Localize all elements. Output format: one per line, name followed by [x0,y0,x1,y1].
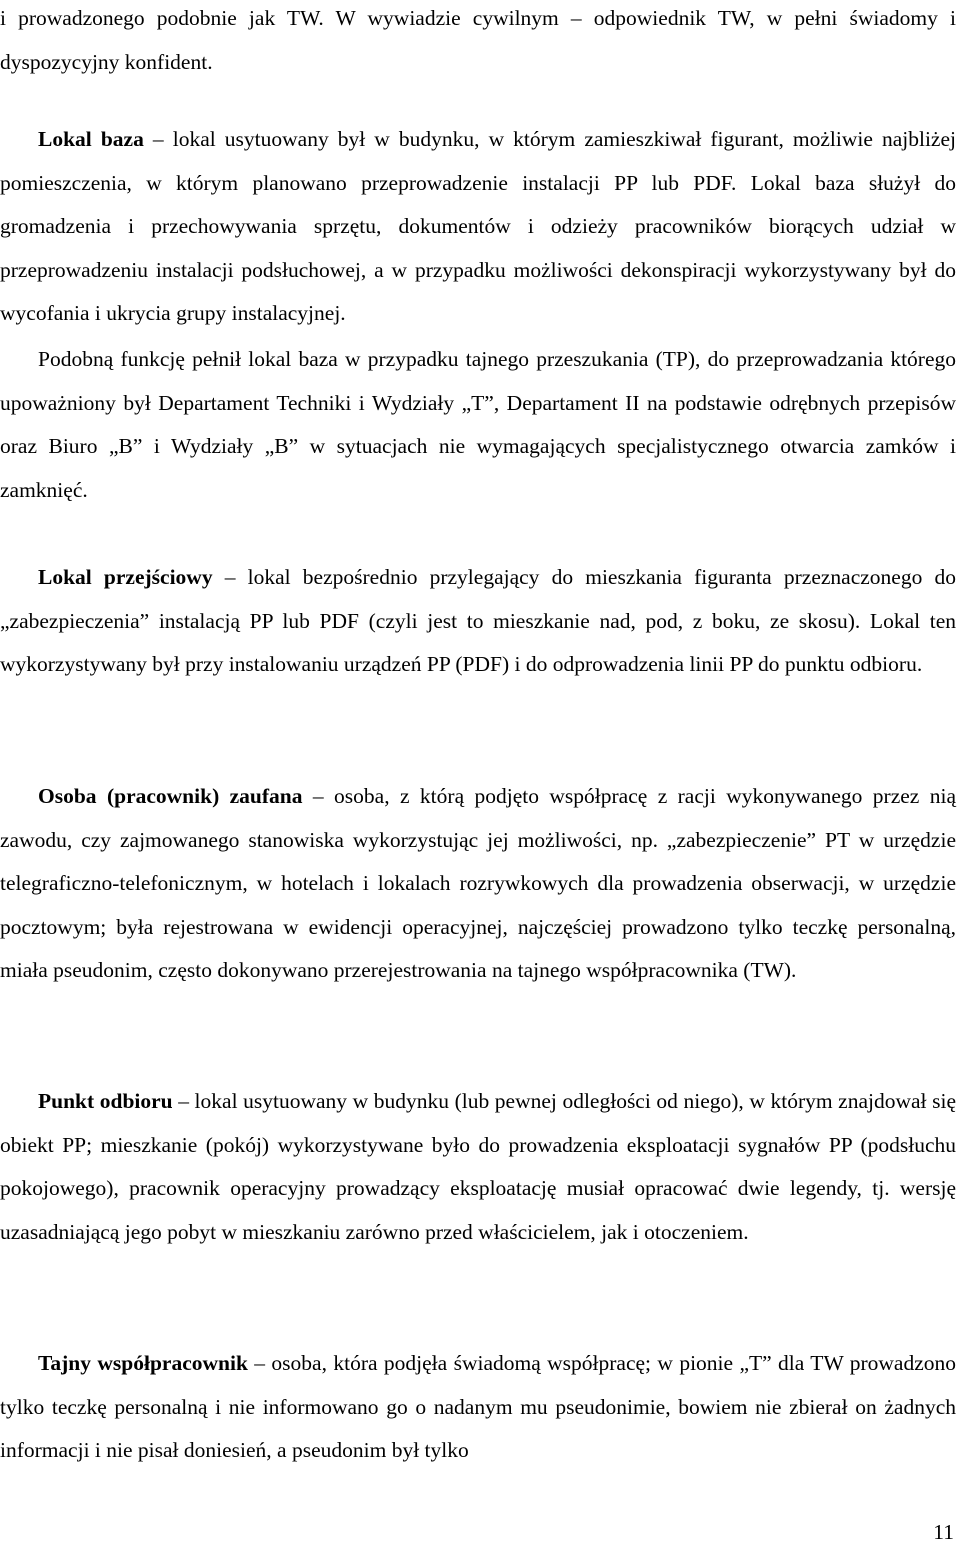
definition-lokal-baza-continuation [0,338,956,512]
intro-paragraph [0,0,956,84]
definition-body: – lokal usytuowany w budynku (lub pewnej odległości od niego), w którym znajdował się obiekt PP; mieszkanie (pokój) wykorzystywane było do prowadzenia eksploatacji sygnałów PP (podsłuchu pokojowego), pracownik operacyjny prowadzący eksploatację musiał opracować dwie legendy, tj. wersję uzasadniającą jego pobyt w mieszkaniu zarówno przed właścicielem, jak i otoczeniem. [0,1089,956,1244]
continuation-text: Podobną funkcję pełnił lokal baza w przypadku tajnego przeszukania (TP), do przeprowadzania którego upoważniony był Departament Techniki i Wydziały „T”, Departament II na podstawie odrębnych przepisów oraz Biuro „B” i Wydziały „B” w sytuacjach nie wymagających specjalistycznego otwarcia zamków i zamknięć. [0,347,956,502]
definition-body: – lokal usytuowany był w budynku, w którym zamieszkiwał figurant, możliwie najbliżej pomieszczenia, w którym planowano przeprowadzenie instalacji PP lub PDF. Lokal baza służył do gromadzenia i przechowywania sprzętu, dokumentów i odzieży pracowników biorących udział w przeprowadzeniu instalacji podsłuchowej, a w przypadku możliwości dekonspiracji wykorzystywany był do wycofania i ukrycia grupy instalacyjnej. [0,127,956,326]
definition-body: – osoba, z którą podjęto współpracę z racji wykonywanego przez nią zawodu, czy zajmowanego stanowiska wykorzystując jej możliwości, np. „zabezpieczenie” PT w urzędzie telegraficzno-telefonicznym, w hotelach i lokalach rozrywkowych dla prowadzenia obserwacji, w urzędzie pocztowym; była rejestrowana w ewidencji operacyjnej, najczęściej prowadzono tylko teczkę personalną, miała pseudonim, często dokonywano przerejestrowania na tajnego współpracownika (TW). [0,784,956,983]
term-osoba-zaufana: Osoba (pracownik) zaufana [38,784,303,808]
term-punkt-odbioru: Punkt odbioru [38,1089,173,1113]
page-number: 11 [933,1520,954,1544]
definition-tajny-wspolpracownik [0,1342,956,1473]
definition-lokal-baza [0,118,956,336]
term-tajny-wspolpracownik: Tajny współpracownik [38,1351,248,1375]
intro-text: i prowadzonego podobnie jak TW. W wywiadzie cywilnym – odpowiednik TW, w pełni świadomy i dyspozycyjny konfident. [0,6,956,74]
definition-punkt-odbioru [0,1080,956,1254]
definition-body: – lokal bezpośrednio przylegający do mieszkania figuranta przeznaczonego do „zabezpieczenia” instalacją PP lub PDF (czyli jest to mieszkanie nad, pod, z boku, ze skosu). Lokal ten wykorzystywany był przy instalowaniu urządzeń PP (PDF) i do odprowadzenia linii PP do punktu odbioru. [0,565,956,677]
definition-lokal-przejsciowy [0,556,956,687]
term-lokal-baza: Lokal baza [38,127,144,151]
term-lokal-przejsciowy: Lokal przejściowy [38,565,213,589]
definition-osoba-zaufana [0,775,956,993]
definition-body: – osoba, która podjęła świadomą współpracę; w pionie „T” dla TW prowadzono tylko teczkę personalną i nie informowano go o nadanym mu pseudonimie, bowiem nie zbierał on żadnych informacji i nie pisał doniesień, a pseudonim był tylko [0,1351,957,1463]
